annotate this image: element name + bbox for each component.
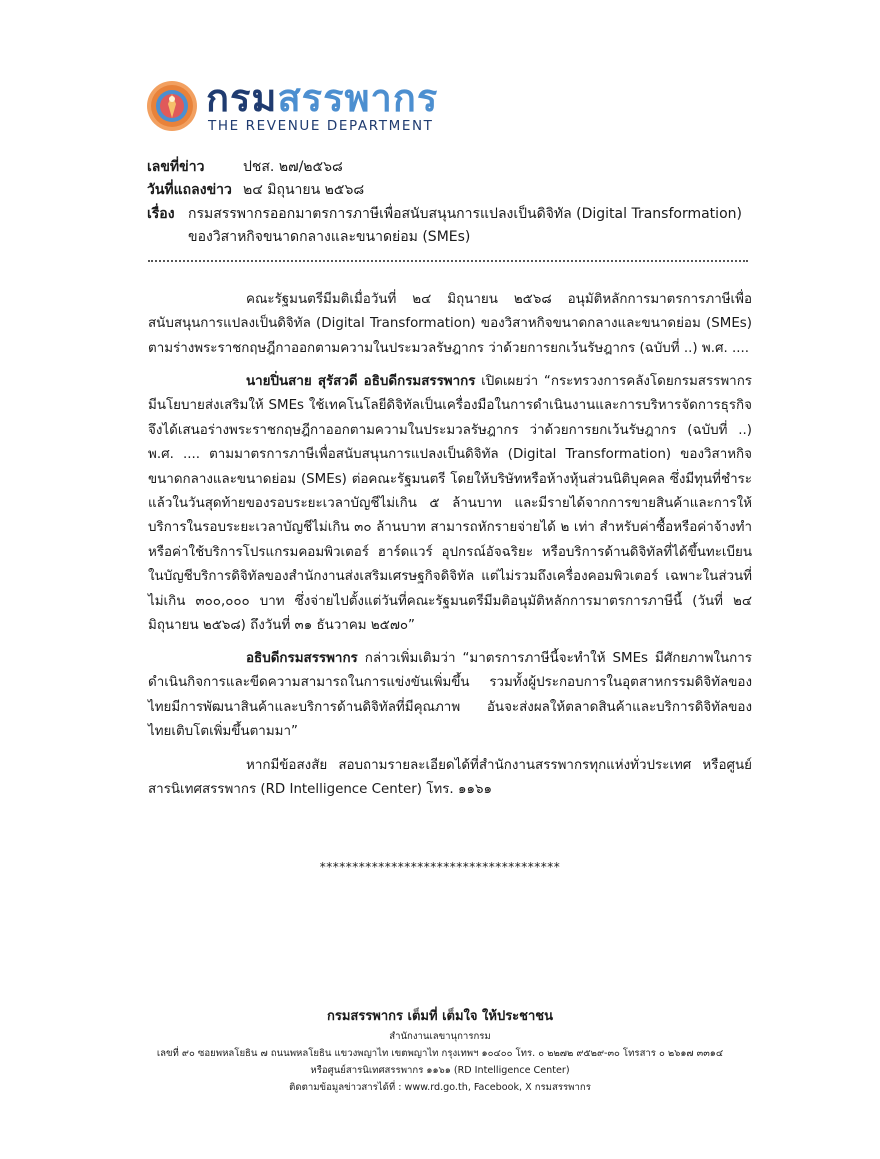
news-subject (147, 203, 742, 249)
logo-thai-part1: กรม (206, 76, 278, 120)
footer-follow-links: ติดตามข้อมูลข่าวสารได้ที่ : www.rd.go.th, Facebook, X กรมสรรพากร (289, 1082, 591, 1093)
news-date-value: ๒๔ มิถุนายน ๒๕๖๘ (243, 182, 365, 198)
paragraph-director-addition (148, 647, 752, 745)
news-date-row (147, 179, 364, 202)
footer-info-center: หรือศูนย์สารนิเทศสรรพากร ๑๑๖๑ (RD Intelligence Center) (310, 1065, 570, 1076)
footer-address: เลขที่ ๙๐ ซอยพหลโยธิน ๗ ถนนพหลโยธิน แขวงพญาไท เขตพญาไท กรุงเทพฯ ๑๐๔๐๐ โทร. ๐ ๒๒๗๒ ๙๕๒๙-๓๐ โทรสาร ๐ ๒๖๑๗ ๓๓๑๔ (156, 1048, 724, 1059)
director-title: อธิบดีกรมสรรพากร (246, 651, 358, 666)
logo-text (206, 78, 438, 134)
star-separator: ************************************* (319, 860, 561, 874)
department-seal-icon (146, 80, 198, 132)
footer-office: สำนักงานเลขานุการกรม (389, 1031, 491, 1042)
director-addition-text: กล่าวเพิ่มเติมว่า “มาตรการภาษีนี้จะทำให้ SMEs มีศักยภาพในการดำเนินกิจการและขีดความสามารถในการแข่งขันเพิ่มขึ้น รวมทั้งผู้ประกอบการในอุตสาหกรรมดิจิทัลของไทยมีการพัฒนาสินค้าและบริการด้านดิจิทัลที่มีคุณภาพ อันจะส่งผลให้ตลาดสินค้าและบริการดิจิทัลของไทยเติบโตเพิ่มขึ้นตามมา” (148, 651, 752, 740)
director-name: นายปิ่นสาย สุรัสวดี อธิบดีกรมสรรพากร (246, 374, 476, 389)
footer-slogan: กรมสรรพากร เต็มที่ เต็มใจ ให้ประชาชน (326, 1009, 554, 1024)
director-statement-text: เปิดเผยว่า “กระทรวงการคลังโดยกรมสรรพากรมีนโยบายส่งเสริมให้ SMEs ใช้เทคโนโลยีดิจิทัลเป็นเครื่องมือในการดำเนินงานและการบริหารจัดการธุรกิจ จึงได้เสนอร่างพระราชกฤษฎีกาออกตามความในประมวลรัษฎากร ว่าด้วยการยกเว้นรัษฎากร (ฉบับที่ ..) พ.ศ. .... ตามมาตรการภาษีเพื่อสนับสนุนการแปลงเป็นดิจิทัล (Digital Transformation) ของวิสาหกิจขนาดกลางและขนาดย่อม (SMEs) ต่อคณะรัฐมนตรี โดยให้บริษัทหรือห้างหุ้นส่วนนิติบุคคล ซึ่งมีทุนที่ชำระแล้วในวันสุดท้ายของรอบระยะเวลาบัญชีไม่เกิน ๕ ล้านบาท และมีรายได้จากการขายสินค้าและการให้บริการในรอบระยะเวลาบัญชีไม่เกิน ๓๐ ล้านบาท สามารถหักรายจ่ายได้ ๒ เท่า สำหรับค่าซื้อหรือค่าจ้างทำหรือค่าใช้บริการโปรแกรมคอมพิวเตอร์ ฮาร์ดแวร์ อุปกรณ์อัจฉริยะ หรือบริการด้านดิจิทัลที่ได้ขึ้นทะเบียนในบัญชีบริการดิจิทัลของสำนักงานส่งเสริมเศรษฐกิจดิจิทัล แต่ไม่รวมถึงเครื่องคอมพิวเตอร์ เฉพาะในส่วนที่ไม่เกิน ๓๐๐,๐๐๐ บาท ซึ่งจ่ายไปตั้งแต่วันที่คณะรัฐมนตรีมีมติอนุมัติหลักการมาตรการภาษีนี้ (วันที่ ๒๔ มิถุนายน ๒๕๖๘) ถึงวันที่ ๓๑ ธันวาคม ๒๕๗๐” (148, 374, 752, 634)
subject-line-1: กรมสรรพากรออกมาตรการภาษีเพื่อสนับสนุนการแปลงเป็นดิจิทัล (Digital Transformation) (188, 206, 742, 222)
news-meta (147, 156, 364, 202)
revenue-department-logo (146, 78, 438, 134)
paragraph-director-statement (148, 370, 752, 638)
news-number-row (147, 156, 364, 179)
news-number-label: เลขที่ข่าว (147, 159, 205, 175)
news-date-label: วันที่แถลงข่าว (147, 182, 232, 198)
subject-line-2: ของวิสาหกิจขนาดกลางและขนาดย่อม (SMEs) (188, 229, 471, 245)
logo-english-name: THE REVENUE DEPARTMENT (208, 118, 434, 134)
logo-thai-part2: สรรพากร (277, 76, 439, 120)
news-number-value: ปชส. ๒๗/๒๕๖๘ (243, 159, 343, 175)
footer (0, 1006, 880, 1096)
logo-thai-name (206, 78, 438, 118)
paragraph-cabinet-resolution: คณะรัฐมนตรีมีมติเมื่อวันที่ ๒๔ มิถุนายน ๒๕๖๘ อนุมัติหลักการมาตรการภาษีเพื่อสนับสนุนการแปลงเป็นดิจิทัล (Digital Transformation) ของวิสาหกิจขนาดกลางและขนาดย่อม (SMEs) ตามร่างพระราชกฤษฎีกาออกตามความในประมวลรัษฎากร ว่าด้วยการยกเว้นรัษฎากร (ฉบับที่ ..) พ.ศ. .... (148, 292, 752, 356)
dotted-divider (148, 260, 748, 262)
paragraph-contact: หากมีข้อสงสัย สอบถามรายละเอียดได้ที่สำนักงานสรรพากรทุกแห่งทั่วประเทศ หรือศูนย์สารนิเทศสรรพากร (RD Intelligence Center) โทร. ๑๑๖๑ (148, 758, 752, 798)
subject-label: เรื่อง (147, 206, 175, 222)
